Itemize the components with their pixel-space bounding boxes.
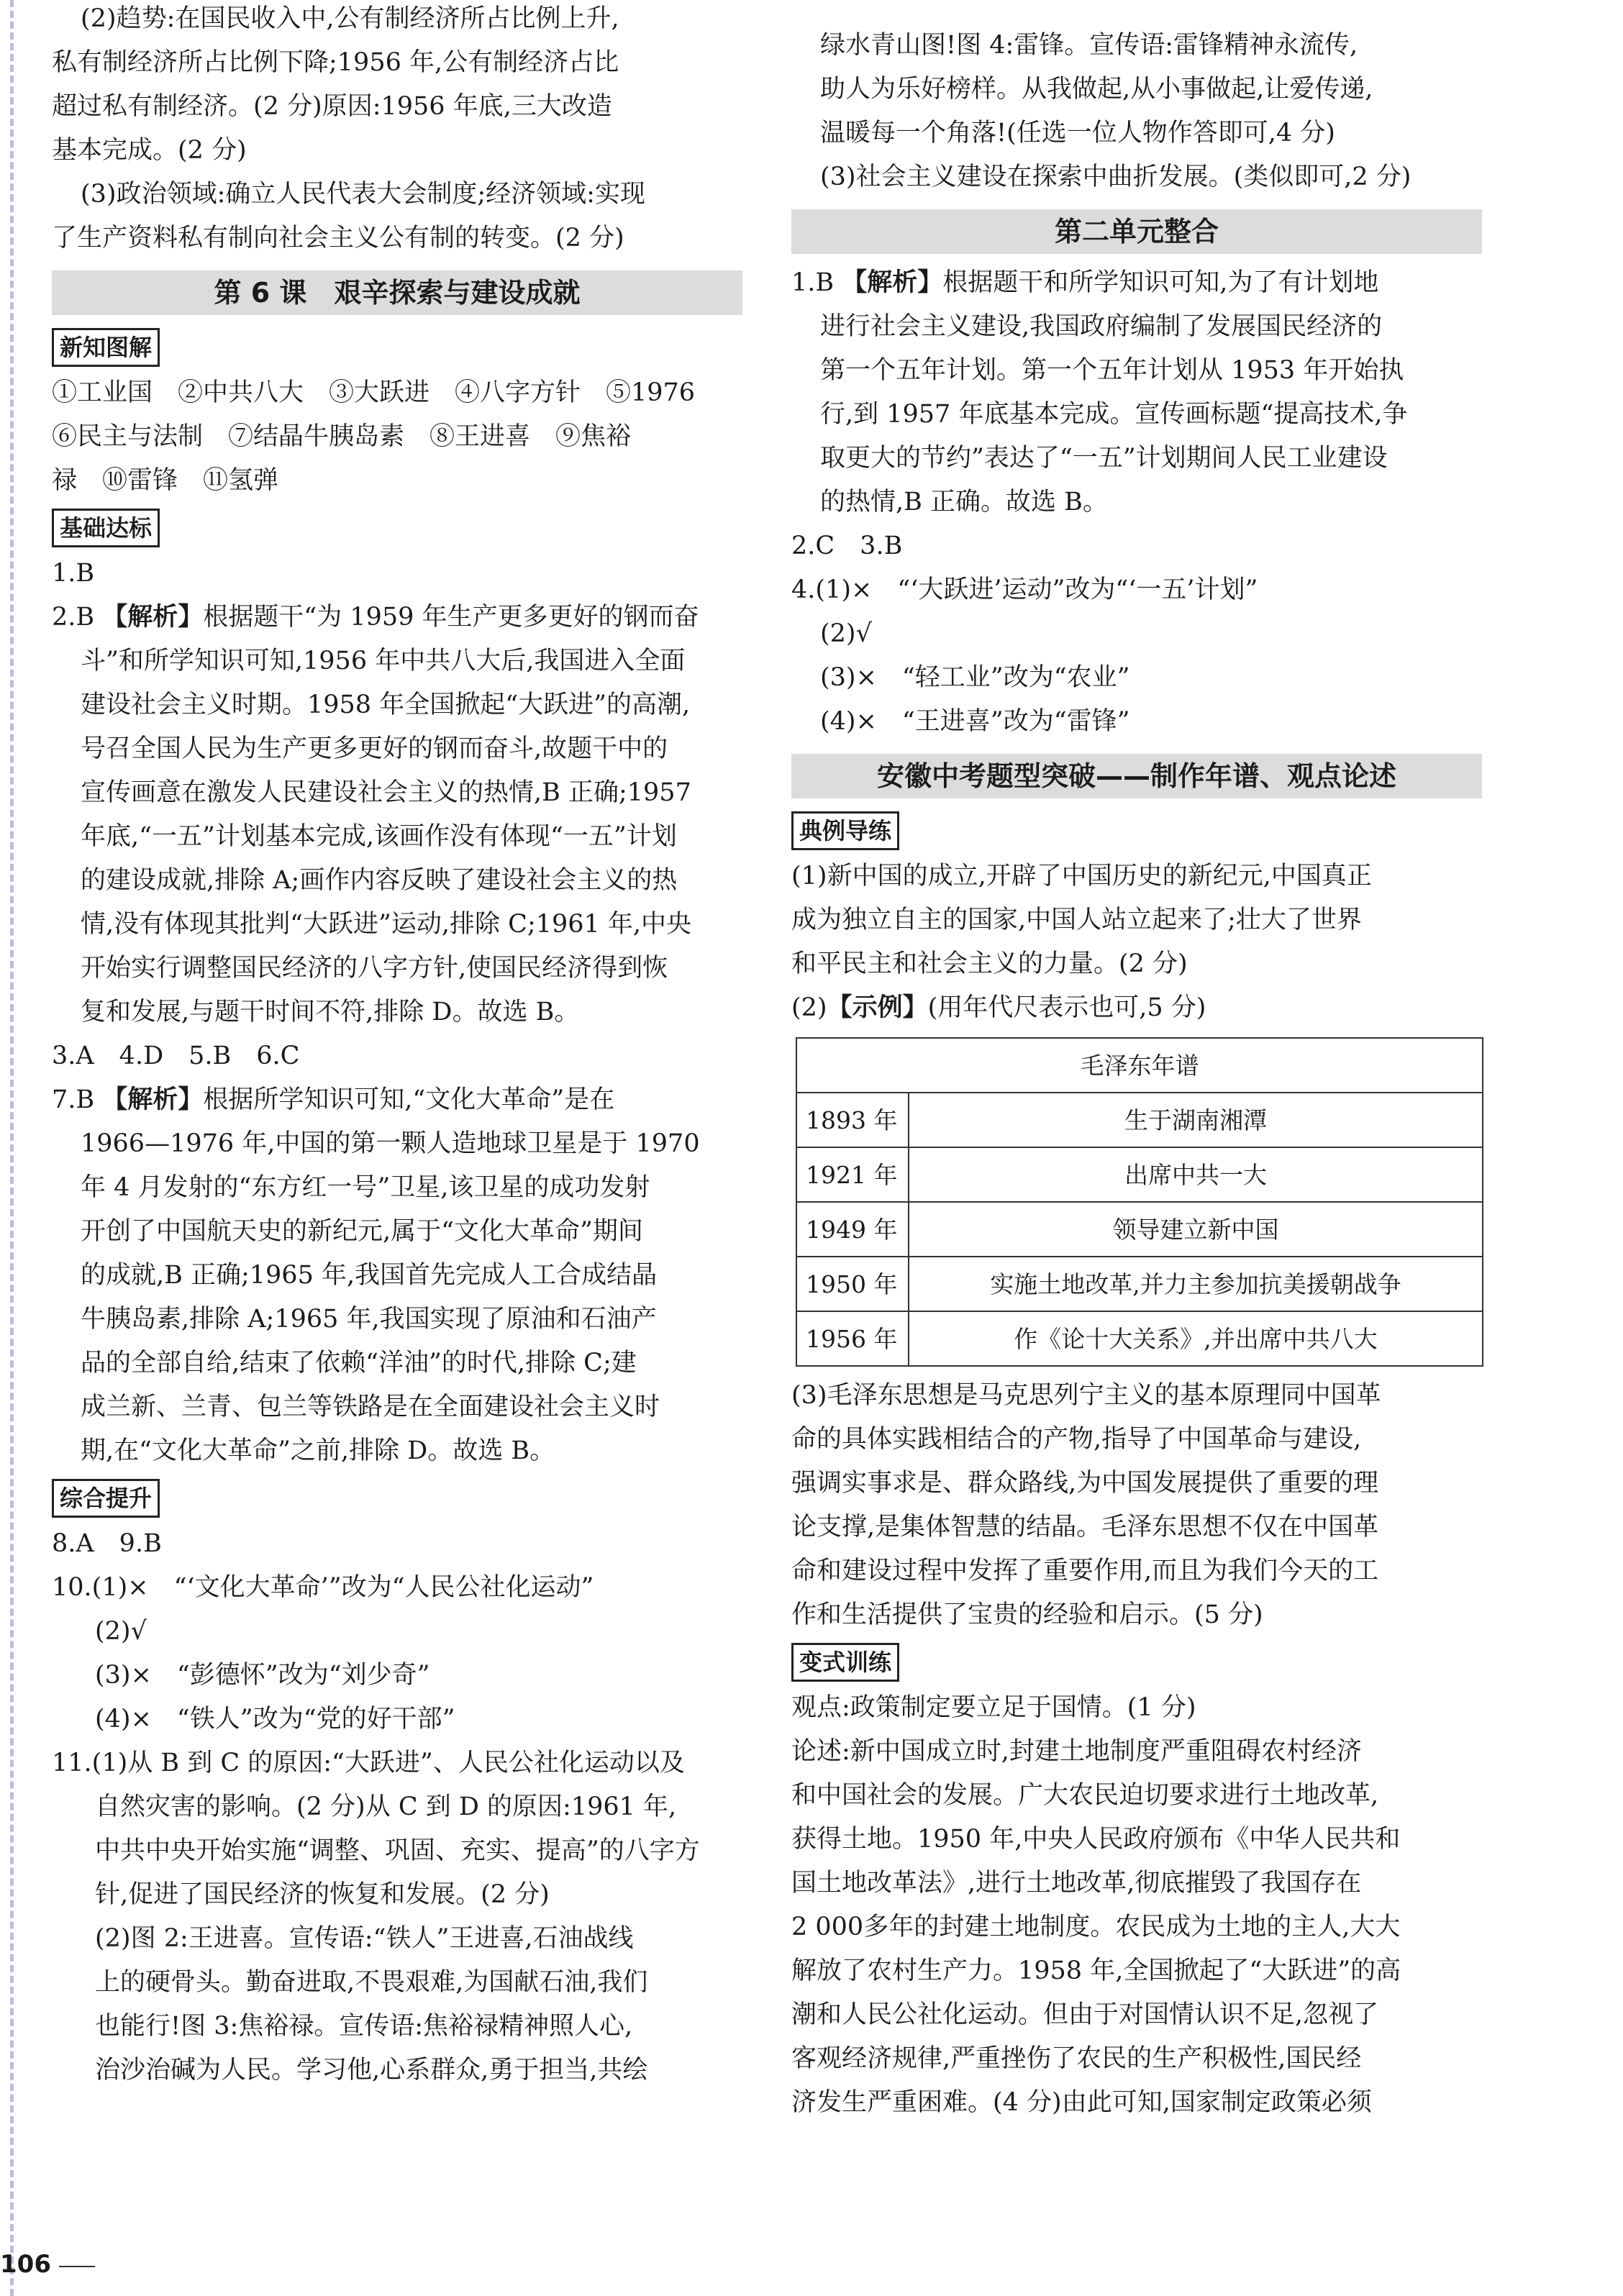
table-row bbox=[796, 1202, 1483, 1257]
text-line: (3)社会主义建设在探索中曲折发展。(类似即可,2 分) bbox=[820, 163, 1411, 191]
text-line: 的热情,B 正确。故选 B。 bbox=[820, 488, 1108, 516]
text-line: 禄 ⑩雷锋 ⑪氢弹 bbox=[52, 466, 279, 495]
text-line: (1)新中国的成立,开辟了中国历史的新纪元,中国真正 bbox=[791, 862, 1372, 890]
answer-line: (4)× “王进喜”改为“雷锋” bbox=[820, 707, 1130, 736]
answer-line bbox=[791, 261, 1482, 305]
answer-line: (2)√ bbox=[95, 1617, 147, 1646]
binding-margin-dashes bbox=[10, 0, 14, 2296]
answer-line bbox=[791, 986, 1482, 1030]
text-line: (2)趋势:在国民收入中,公有制经济所占比例上升, bbox=[81, 4, 619, 33]
text-line: 助人为乐好榜样。从我做起,从小事做起,让爱传递, bbox=[820, 75, 1373, 104]
text-line: 宣传画意在激发人民建设社会主义的热情,B 正确;1957 bbox=[81, 778, 691, 807]
text-line: 私有制经济所占比例下降;1956 年,公有制经济占比 bbox=[52, 48, 619, 77]
text-line: 行,到 1957 年底基本完成。宣传画标题“提高技术,争 bbox=[820, 400, 1408, 429]
section-tag-dianli: 典例导练 bbox=[791, 811, 899, 850]
text-line: 也能行!图 3:焦裕禄。宣传语:焦裕禄精神照人心, bbox=[95, 2012, 633, 2041]
text-line: 第一个五年计划。第一个五年计划从 1953 年开始执 bbox=[820, 356, 1404, 385]
text-line: 取更大的节约”表达了“一五”计划期间人民工业建设 bbox=[820, 444, 1388, 473]
answer-line: (3)× “轻工业”改为“农业” bbox=[820, 663, 1130, 692]
table-row bbox=[796, 1093, 1483, 1147]
table-cell-year: 1950 年 bbox=[796, 1257, 909, 1311]
timeline-table bbox=[796, 1037, 1483, 1367]
text-line: (2)图 2:王进喜。宣传语:“铁人”王进喜,石油战线 bbox=[95, 1924, 634, 1953]
anhui-section-title: 安徽中考题型突破——制作年谱、观点论述 bbox=[791, 754, 1482, 798]
text-line: 国土地改革法》,进行土地改革,彻底摧毁了我国存在 bbox=[791, 1869, 1362, 1898]
text-line: (3)政治领域:确立人民代表大会制度;经济领域:实现 bbox=[81, 180, 645, 209]
question-number: 2.B bbox=[52, 603, 95, 632]
lesson-title: 第 6 课 艰辛探索与建设成就 bbox=[52, 270, 742, 315]
text-line: 绿水青山图!图 4:雷锋。宣传语:雷锋精神永流传, bbox=[820, 31, 1358, 60]
text-line: 超过私有制经济。(2 分)原因:1956 年底,三大改造 bbox=[52, 92, 612, 121]
text-line: 客观经济规律,严重挫伤了农民的生产积极性,国民经 bbox=[791, 2044, 1362, 2073]
text-line: 作和生活提供了宝贵的经验和启示。(5 分) bbox=[791, 1600, 1263, 1629]
text-line: 根据题干和所学知识可知,为了有计划地 bbox=[942, 268, 1379, 297]
answer-line: (3)× “彭德怀”改为“刘少奇” bbox=[95, 1661, 430, 1690]
text-line: 建设社会主义时期。1958 年全国掀起“大跃进”的高潮, bbox=[81, 691, 691, 719]
text-line: 期,在“文化大革命”之前,排除 D。故选 B。 bbox=[81, 1436, 555, 1465]
table-cell-event: 作《论十大关系》,并出席中共八大 bbox=[909, 1311, 1483, 1366]
text-line: 解放了农村生产力。1958 年,全国掀起了“大跃进”的高 bbox=[791, 1956, 1401, 1985]
text-line: 上的硬骨头。勤奋进取,不畏艰难,为国献石油,我们 bbox=[95, 1968, 648, 1997]
text-line: 成为独立自主的国家,中国人站立起来了;壮大了世界 bbox=[791, 906, 1362, 934]
answer-line: 1.B bbox=[52, 559, 95, 588]
text-line: 1966—1976 年,中国的第一颗人造地球卫星是于 1970 bbox=[81, 1129, 700, 1158]
text-line: 济发生严重困难。(4 分)由此可知,国家制定政策必须 bbox=[791, 2088, 1372, 2117]
table-cell-event: 出席中共一大 bbox=[909, 1147, 1483, 1202]
section-tag-xinzhi: 新知图解 bbox=[52, 328, 160, 367]
text-line: 论支撑,是集体智慧的结晶。毛泽东思想不仅在中国革 bbox=[791, 1513, 1379, 1541]
answer-line: 10.(1)× “‘文化大革命’”改为“人民公社化运动” bbox=[52, 1573, 594, 1602]
text-line: 复和发展,与题干时间不符,排除 D。故选 B。 bbox=[81, 998, 580, 1026]
table-row bbox=[796, 1311, 1483, 1366]
answer-line: (4)× “铁人”改为“党的好干部” bbox=[95, 1705, 455, 1734]
text-line: 的成就,B 正确;1965 年,我国首先完成人工合成结晶 bbox=[81, 1261, 658, 1290]
text-line: 潮和人民公社化运动。但由于对国情认识不足,忽视了 bbox=[791, 2000, 1379, 2029]
text-line: 命和建设过程中发挥了重要作用,而且为我们今天的工 bbox=[791, 1557, 1379, 1585]
analysis-keyword: 【解析】 bbox=[102, 603, 204, 632]
text-line: 开创了中国航天史的新纪元,属于“文化大革命”期间 bbox=[81, 1217, 643, 1246]
answer-line: 4.(1)× “‘大跃进’运动”改为“‘一五’计划” bbox=[791, 575, 1258, 604]
text-line: 年 4 月发射的“东方红一号”卫星,该卫星的成功发射 bbox=[81, 1173, 650, 1202]
text-line: 和平民主和社会主义的力量。(2 分) bbox=[791, 949, 1188, 978]
table-cell-event: 领导建立新中国 bbox=[909, 1202, 1483, 1257]
page-number: 106 bbox=[0, 2250, 51, 2279]
text-line: 成兰新、兰青、包兰等铁路是在全面建设社会主义时 bbox=[81, 1393, 660, 1421]
text-line: 论述:新中国成立时,封建土地制度严重阻碍农村经济 bbox=[791, 1737, 1362, 1766]
text-line: 了生产资料私有制向社会主义公有制的转变。(2 分) bbox=[52, 224, 624, 252]
text-line: 观点:政策制定要立足于国情。(1 分) bbox=[791, 1693, 1196, 1722]
text-line: 针,促进了国民经济的恢复和发展。(2 分) bbox=[95, 1880, 550, 1909]
text-line: 自然灾害的影响。(2 分)从 C 到 D 的原因:1961 年, bbox=[95, 1792, 677, 1821]
text-line: 进行社会主义建设,我国政府编制了发展国民经济的 bbox=[820, 312, 1383, 341]
sub-number: (2) bbox=[791, 993, 827, 1022]
analysis-keyword: 【解析】 bbox=[102, 1085, 204, 1114]
note: (用年代尺表示也可,5 分) bbox=[927, 993, 1206, 1022]
text-line: 号召全国人民为生产更多更好的钢而奋斗,故题干中的 bbox=[81, 734, 668, 763]
analysis-keyword: 【解析】 bbox=[842, 268, 943, 297]
answer-line: 11.(1)从 B 到 C 的原因:“大跃进”、人民公社化运动以及 bbox=[52, 1749, 685, 1777]
text-line: 品的全部自给,结束了依赖“洋油”的时代,排除 C;建 bbox=[81, 1349, 637, 1377]
text-line: ⑥民主与法制 ⑦结晶牛胰岛素 ⑧王进喜 ⑨焦裕 bbox=[52, 422, 632, 451]
text-line: 温暖每一个角落!(任选一位人物作答即可,4 分) bbox=[820, 119, 1335, 147]
answer-line bbox=[52, 1078, 742, 1122]
answer-line: 3.A 4.D 5.B 6.C bbox=[52, 1042, 300, 1070]
text-line: 治沙治碱为人民。学习他,心系群众,勇于担当,共绘 bbox=[95, 2056, 648, 2085]
question-number: 1.B bbox=[791, 268, 835, 297]
answer-line: 2.C 3.B bbox=[791, 532, 903, 560]
table-cell-year: 1956 年 bbox=[796, 1311, 909, 1366]
text-line: 获得土地。1950 年,中央人民政府颁布《中华人民共和 bbox=[791, 1825, 1401, 1854]
left-column bbox=[52, 0, 742, 2092]
text-line: 基本完成。(2 分) bbox=[52, 136, 247, 165]
text-line: 中共中央开始实施“调整、巩固、充实、提高”的八字方 bbox=[95, 1836, 700, 1865]
table-cell-event: 实施土地改革,并力主参加抗美援朝战争 bbox=[909, 1257, 1483, 1311]
text-line: 年底,“一五”计划基本完成,该画作没有体现“一五”计划 bbox=[81, 822, 677, 851]
section-tag-jichu: 基础达标 bbox=[52, 509, 160, 547]
text-line: 2 000多年的封建土地制度。农民成为土地的主人,大大 bbox=[791, 1913, 1401, 1941]
text-line: 强调实事求是、群众路线,为中国发展提供了重要的理 bbox=[791, 1469, 1379, 1498]
question-number: 7.B bbox=[52, 1085, 95, 1114]
section-tag-zonghe: 综合提升 bbox=[52, 1479, 160, 1518]
text-line: 开始实行调整国民经济的八字方针,使国民经济得到恢 bbox=[81, 954, 668, 983]
table-row bbox=[796, 1257, 1483, 1311]
table-cell-year: 1893 年 bbox=[796, 1093, 909, 1147]
text-line: 和中国社会的发展。广大农民迫切要求进行土地改革, bbox=[791, 1781, 1379, 1810]
table-header-row bbox=[796, 1038, 1483, 1093]
section-tag-bianshi: 变式训练 bbox=[791, 1643, 899, 1682]
text-line: 命的具体实践相结合的产物,指导了中国革命与建设, bbox=[791, 1425, 1362, 1454]
text-line: 根据题干“为 1959 年生产更多更好的钢而奋 bbox=[203, 603, 699, 632]
answer-line bbox=[52, 596, 742, 639]
table-cell-event: 生于湖南湘潭 bbox=[909, 1093, 1483, 1147]
page-number-rule bbox=[59, 2266, 95, 2267]
table-title: 毛泽东年谱 bbox=[796, 1038, 1483, 1093]
text-line: (3)毛泽东思想是马克思列宁主义的基本原理同中国革 bbox=[791, 1381, 1381, 1410]
text-line: 牛胰岛素,排除 A;1965 年,我国实现了原油和石油产 bbox=[81, 1305, 657, 1334]
text-line: 情,没有体现其批判“大跃进”运动,排除 C;1961 年,中央 bbox=[81, 910, 692, 939]
text-line: ①工业国 ②中共八大 ③大跃进 ④八字方针 ⑤1976 bbox=[52, 378, 696, 407]
table-cell-year: 1921 年 bbox=[796, 1147, 909, 1202]
text-line: 的建设成就,排除 A;画作内容反映了建设社会主义的热 bbox=[81, 866, 678, 895]
table-row bbox=[796, 1147, 1483, 1202]
table-cell-year: 1949 年 bbox=[796, 1202, 909, 1257]
text-line: 斗”和所学知识可知,1956 年中共八大后,我国进入全面 bbox=[81, 647, 686, 675]
text-line: 根据所学知识可知,“文化大革命”是在 bbox=[203, 1085, 615, 1114]
answer-line: 8.A 9.B bbox=[52, 1529, 162, 1558]
example-keyword: 【示例】 bbox=[827, 993, 928, 1022]
answer-line: (2)√ bbox=[820, 619, 872, 648]
unit-title: 第二单元整合 bbox=[791, 209, 1482, 254]
right-column bbox=[791, 0, 1482, 2125]
